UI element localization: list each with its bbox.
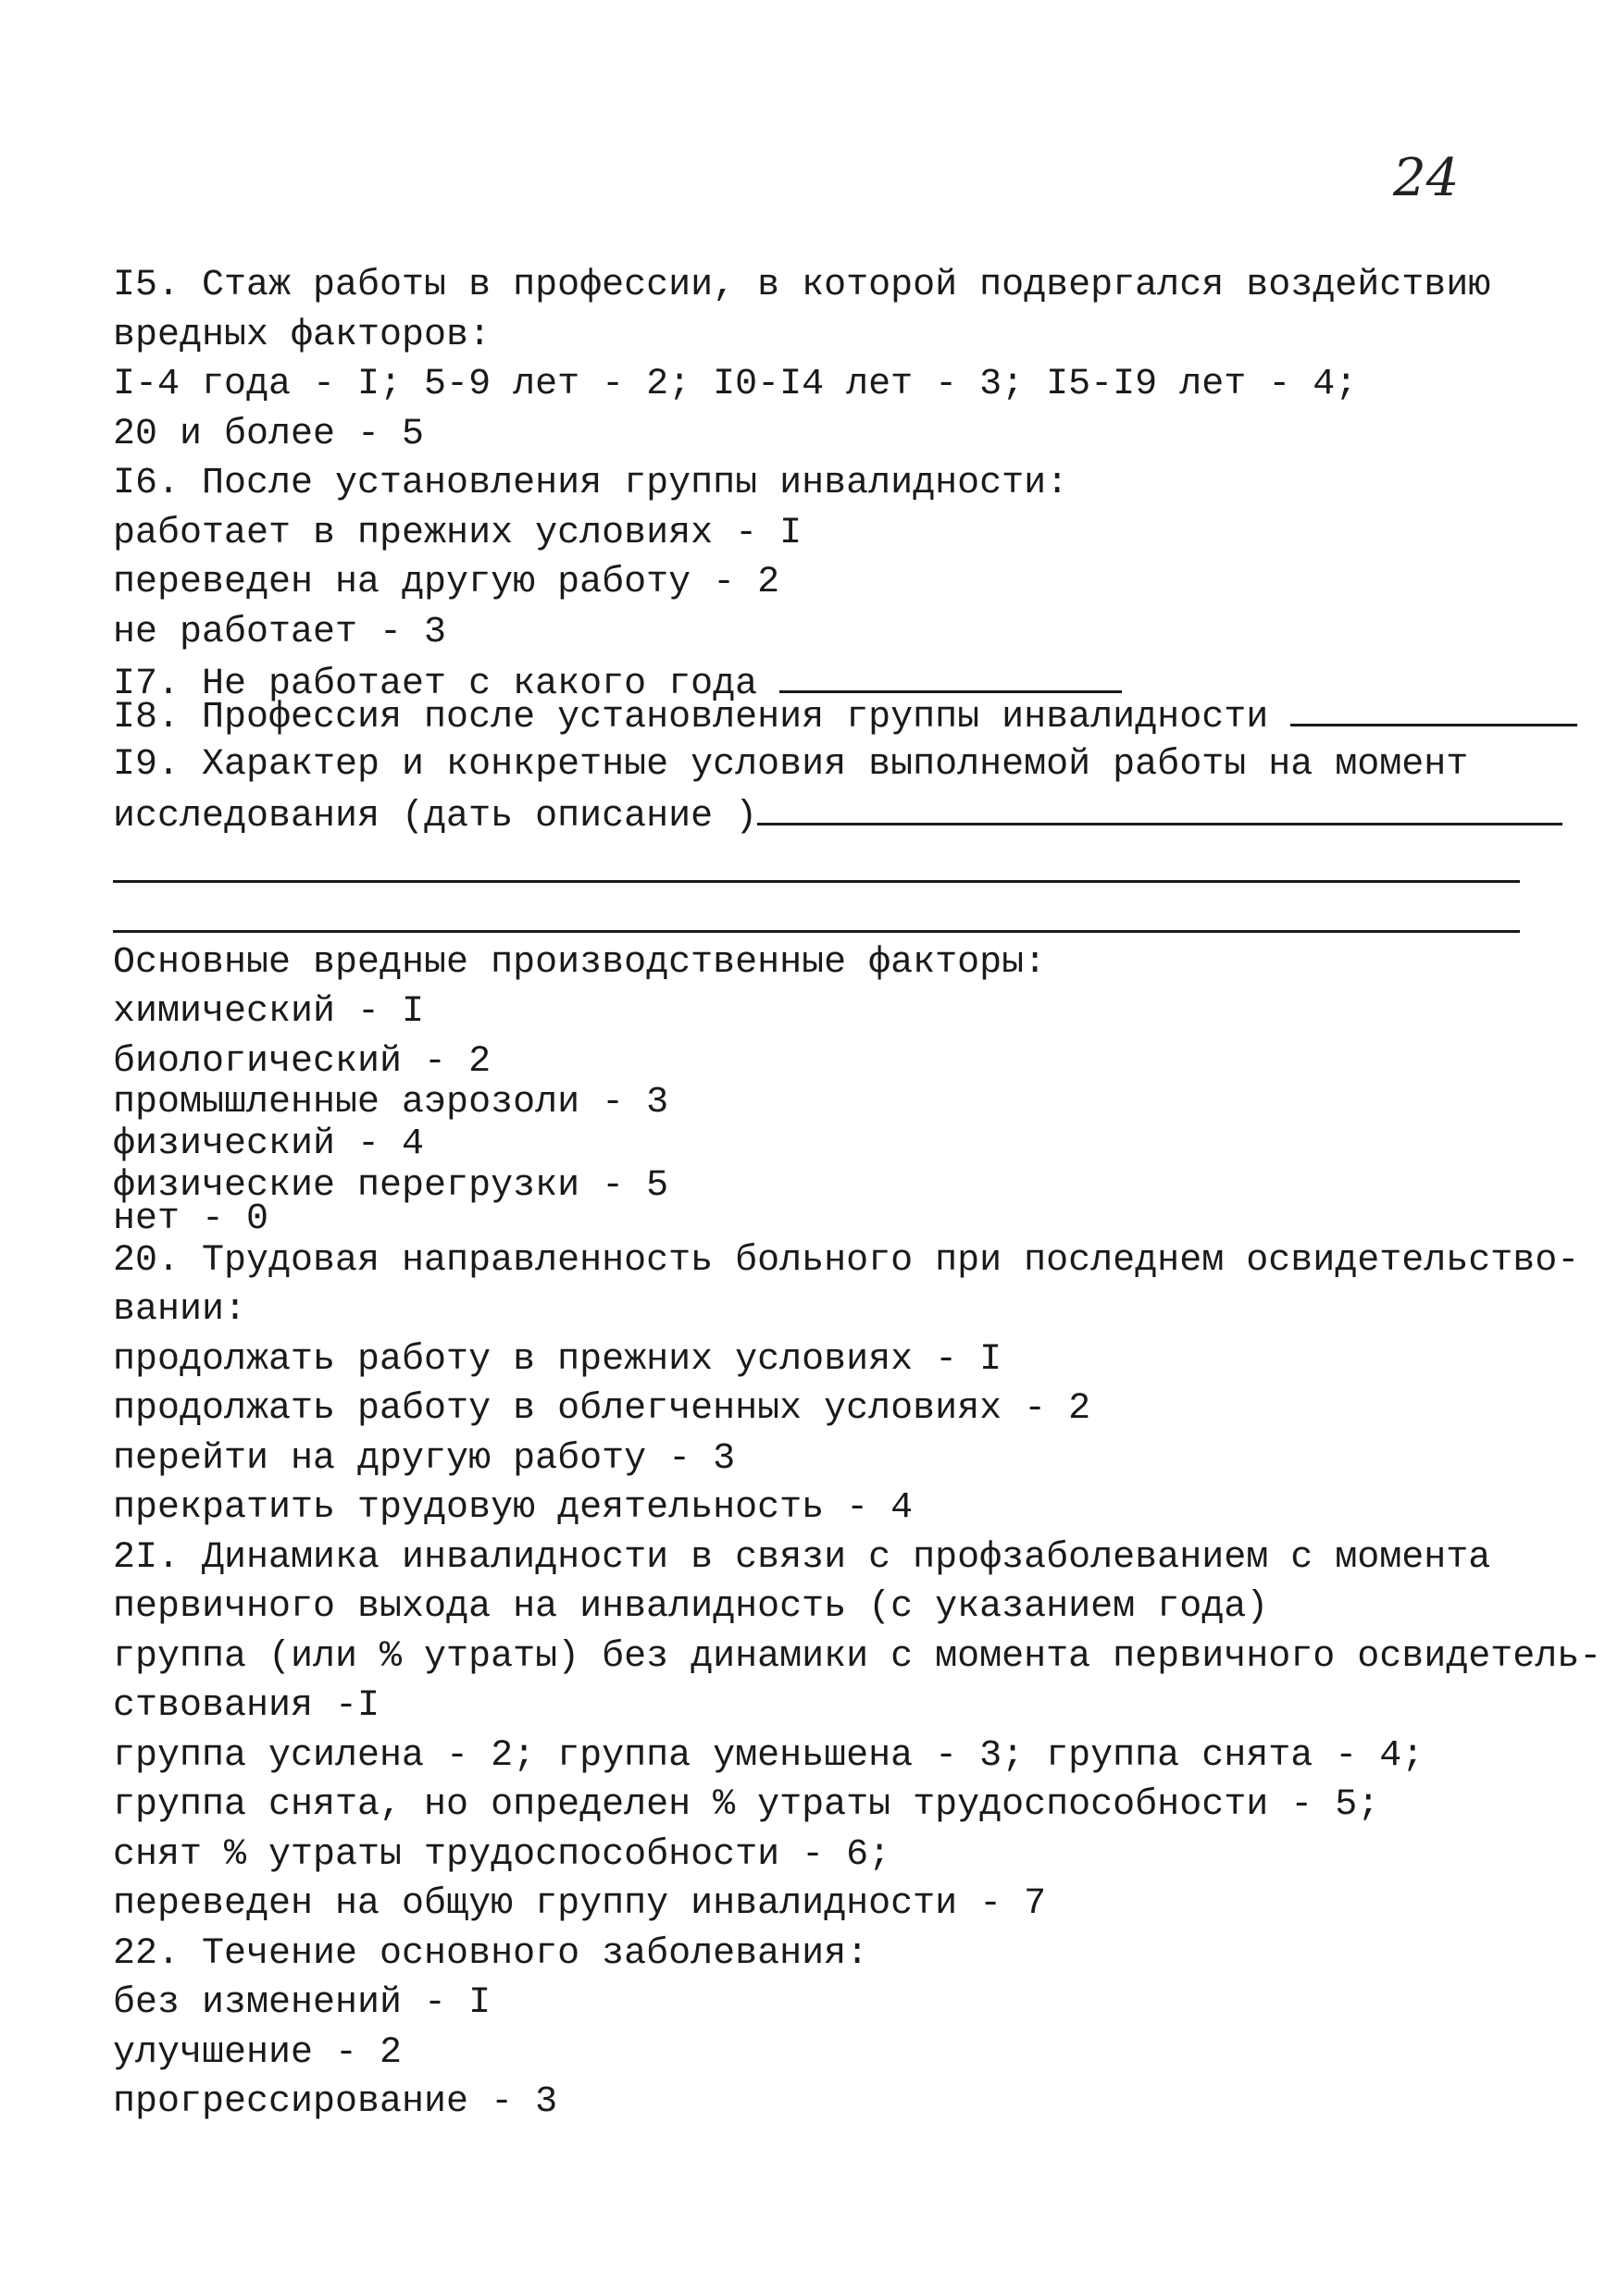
- item-17-label: I7. Не работает с какого года: [113, 664, 758, 705]
- item-19-description-line-3[interactable]: [113, 888, 1520, 938]
- item-15-options: I-4 года - I; 5-9 лет - 2; I0-I4 лет - 3; I5-I9 лет - 4;: [113, 364, 1358, 405]
- item-19-title: I9. Характер и конкретные условия выполнемой работы на момент: [113, 743, 1469, 786]
- item-16-option-2: переведен на другую работу - 2: [113, 562, 780, 603]
- item-15-title: I5. Стаж работы в профессии, в которой подвергался воздействию: [113, 265, 1491, 306]
- item-19-label: исследования (дать описание ): [113, 796, 758, 838]
- factor-overload: физические перегрузки - 5: [113, 1164, 669, 1207]
- factor-aerosols: промышленные аэрозоли - 3: [113, 1082, 669, 1123]
- item-21-option-1-cont: ствования -I: [113, 1685, 380, 1727]
- item-22-option-1: без изменений - I: [113, 1982, 492, 2024]
- form-body: [113, 261, 1602, 2128]
- item-21-option-1: группа (или % утраты) без динамики с момента первичного освидетель-: [113, 1635, 1602, 1678]
- item-19-description-field[interactable]: [757, 789, 1562, 825]
- item-17-row: [113, 657, 1520, 705]
- item-21-option-5: группа снята, но определен % утраты трудоспособности - 5;: [113, 1784, 1380, 1826]
- item-21-option-7: переведен на общую группу инвалидности - 7: [113, 1883, 1047, 1925]
- factor-biological: биологический - 2: [113, 1040, 492, 1083]
- item-22-title: 22. Течение основного заболевания:: [113, 1932, 869, 1975]
- item-21-title: 2I. Динамика инвалидности в связи с профзаболеванием с момента: [113, 1536, 1491, 1579]
- item-17-year-field[interactable]: [779, 657, 1122, 693]
- item-21-option-6: снят % утраты трудоспособности - 6;: [113, 1833, 891, 1876]
- item-15-options-cont: 20 и более - 5: [113, 413, 425, 455]
- item-20-option-3: перейти на другую работу - 3: [113, 1437, 736, 1480]
- item-21-title-cont: первичного выхода на инвалидность (с указанием года): [113, 1586, 1269, 1628]
- item-19-description-line-2[interactable]: [113, 839, 1520, 889]
- item-18-row: [113, 690, 1520, 740]
- item-16-option-1: работает в прежних условиях - I: [113, 512, 803, 554]
- item-22-option-3: прогрессирование - 3: [113, 2081, 558, 2123]
- item-22-option-2: улучшение - 2: [113, 2031, 403, 2074]
- item-21-options-2-4: группа усилена - 2; группа уменьшена - 3; группа снята - 4;: [113, 1734, 1425, 1777]
- item-20-title: 20. Трудовая направленность больного при последнем освидетельство-: [113, 1239, 1580, 1282]
- item-19-row: [113, 789, 1520, 839]
- item-15-title-cont: вредных факторов:: [113, 314, 492, 356]
- item-20-title-cont: вании:: [113, 1289, 247, 1331]
- factor-none: нет - 0: [113, 1198, 269, 1240]
- factors-title: Основные вредные производственные факторы:: [113, 941, 1047, 984]
- page-number: 24: [1393, 148, 1460, 208]
- factor-physical: физический - 4: [113, 1123, 425, 1165]
- item-18-profession-field[interactable]: [1290, 690, 1577, 726]
- item-20-option-1: продолжать работу в прежних условиях - I: [113, 1338, 1002, 1381]
- item-16-option-3: не работает - 3: [113, 611, 447, 653]
- factor-chemical: химический - I: [113, 991, 425, 1033]
- item-20-option-2: продолжать работу в облегченных условиях - 2: [113, 1388, 1091, 1430]
- item-20-option-4: прекратить трудовую деятельность - 4: [113, 1487, 914, 1529]
- item-16-title: I6. После установления группы инвалидности:: [113, 463, 1069, 504]
- item-18-label: I8. Профессия после установления группы инвалидности: [113, 697, 1269, 738]
